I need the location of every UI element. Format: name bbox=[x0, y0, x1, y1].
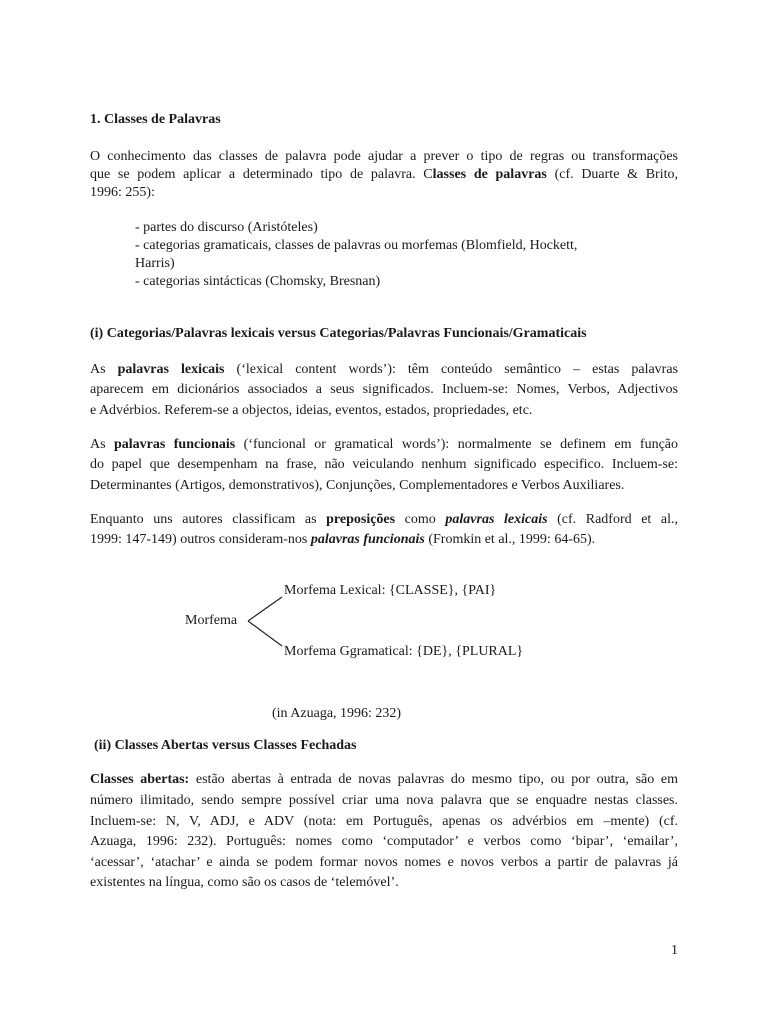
list-item: - categorias sintácticas (Chomsky, Bresnan) bbox=[135, 274, 381, 289]
diagram-bottom-node: Morfema Ggramatical: {DE}, {PLURAL} bbox=[284, 644, 524, 659]
list-item-continuation: Harris) bbox=[135, 256, 175, 271]
branch-line-top bbox=[248, 597, 282, 621]
diagram-source: (in Azuaga, 1996: 232) bbox=[272, 706, 402, 721]
list-item: - partes do discurso (Aristóteles) bbox=[135, 220, 318, 235]
section-heading-i: (i) Categorias/Palavras lexicais versus Categorias/Palavras Funcionais/Gramaticais bbox=[90, 326, 587, 341]
list-item: - categorias gramaticais, classes de palavras ou morfemas (Blomfield, Hockett, bbox=[135, 238, 578, 253]
section-heading-1: 1. Classes de Palavras bbox=[90, 112, 221, 127]
page-number: 1 bbox=[671, 943, 678, 958]
diagram-root-node: Morfema bbox=[185, 613, 238, 628]
diagram-top-node: Morfema Lexical: {CLASSE}, {PAI} bbox=[284, 583, 497, 598]
branch-line-bottom bbox=[248, 621, 282, 646]
section-heading-ii: (ii) Classes Abertas versus Classes Fechadas bbox=[94, 738, 357, 753]
document-page: 1. Classes de Palavras O conhecimento das classes de palavra pode ajudar a prever o tipo de regras ou transformações que se podem aplicar a determinado tipo de palavra. Classes de palavras (cf. Duarte & Brito, 1996: 255): - partes do discurso (Aristóteles) - categorias gramaticais, classes de palavras ou morfemas (Blomfield, Hockett, Harris) - categorias sintácticas (Chomsky, Bresnan) (i) Categorias/Palavras lexicais versus Categorias/Palavras Funcionais/Gramaticais As palavras lexicais (‘lexical content words’): têm conteúdo semântico – estas palavras aparecem em dicionários associados a seus significados. Incluem-se: Nomes, Verbos, Adjectivos e Advérbios. Referem-se a objectos, ideias, eventos, estados, propriedades, etc. As palavras funcionais (‘funcional or gramatical words’): normalmente se definem em função do papel que desempenham na frase, não veiculando nenhum significado especifico. Incluem-se: Determinantes (Artigos, demonstrativos), Conjunções, Complementadores e Verbos Auxiliares. Enquanto uns autores classificam as preposições como palavras lexicais (cf. Radford et al., 1999: 147-149) outros consideram-nos palavras funcionais (Fromkin et al., 1999: 64-65). Morfema Lexical: {CLASSE}, {PAI} Morfema Morfema Ggramatical: {DE}, {PLURAL} (in Azuaga, 1996: 232) (ii) Classes Abertas versus Classes Fechadas Classes abertas: estão abertas à entrada de novas palavras do mesmo tipo, ou por outra, são em número ilimitado, sendo sempre possível criar uma nova palavra que se enquadre nestas classes. Incluem-se: N, V, ADJ, e ADV (nota: em Português, apenas os advérbios em –mente) (cf. Azuaga, 1996: 232). Português: nomes como ‘computador’ e verbos como ‘bipar’, ‘emailar’, ‘acessar’, ‘atachar’ e ainda se podem formar novos nomes e novos verbos a partir de palavras já existentes na língua, como são os casos de ‘telemóvel’. 1 bbox=[0, 0, 768, 1024]
